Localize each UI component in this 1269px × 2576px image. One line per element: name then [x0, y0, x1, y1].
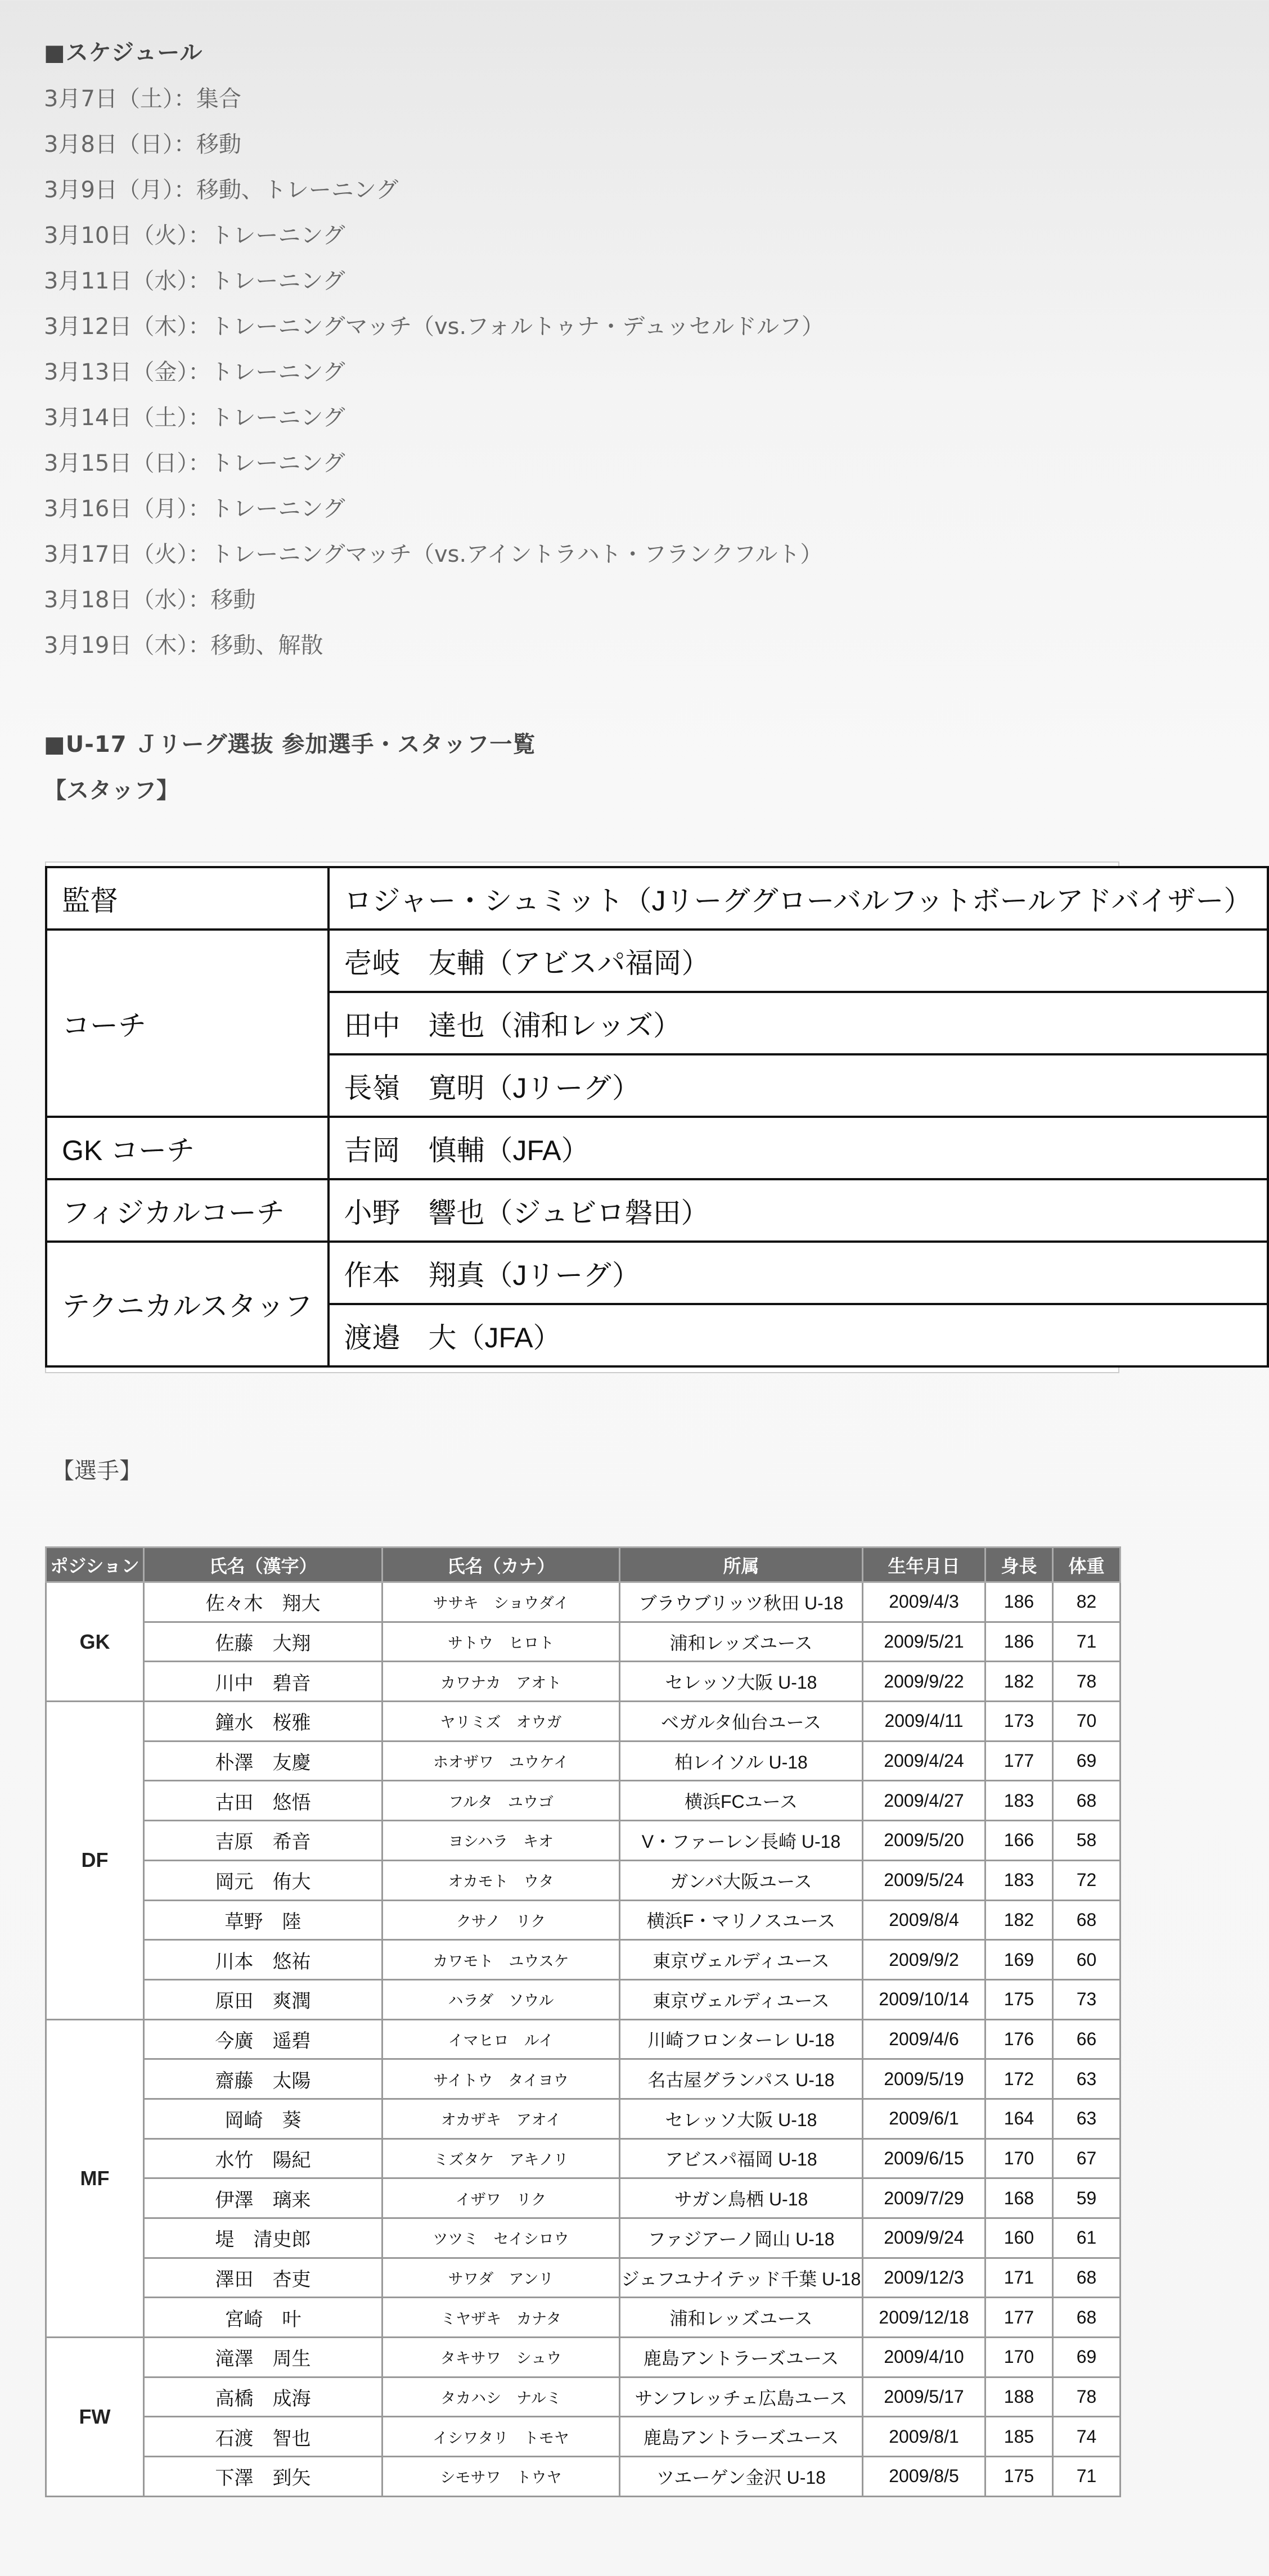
player-height: 182: [986, 1900, 1053, 1940]
player-birthdate: 2009/4/27: [863, 1781, 986, 1821]
player-weight: 59: [1053, 2178, 1120, 2218]
table-row: [46, 2417, 1120, 2457]
player-weight: 68: [1053, 1900, 1120, 1940]
player-club: 柏レイソル U-18: [620, 1741, 863, 1781]
player-birthdate: 2009/5/19: [863, 2059, 986, 2099]
table-row: [46, 1622, 1120, 1662]
player-club: V・ファーレン長崎 U-18: [620, 1821, 863, 1861]
player-kana: カワナカ アオト: [382, 1662, 620, 1702]
table-row: [46, 2298, 1120, 2338]
player-birthdate: 2009/4/11: [863, 1702, 986, 1742]
staff-member: ロジャー・シュミット（Jリーググローバルフットボールアドバイザー）: [328, 867, 1268, 930]
schedule-item: 3月15日（日）：トレーニング: [44, 450, 345, 476]
player-kana: カワモト ユウスケ: [382, 1940, 620, 1980]
player-height: 166: [986, 1821, 1053, 1861]
player-kana: シモサワ トウヤ: [382, 2457, 620, 2497]
player-weight: 72: [1053, 1860, 1120, 1900]
player-height: 186: [986, 1582, 1053, 1622]
staff-member: 吉岡 慎輔（JFA）: [328, 1117, 1268, 1179]
player-name: 伊澤 璃来: [144, 2178, 382, 2218]
staff-row: [46, 867, 1268, 930]
player-weight: 78: [1053, 1662, 1120, 1702]
table-row: [46, 1582, 1120, 1622]
player-birthdate: 2009/8/5: [863, 2457, 986, 2497]
player-weight: 68: [1053, 2298, 1120, 2338]
player-name: 古田 悠悟: [144, 1781, 382, 1821]
player-weight: 58: [1053, 1821, 1120, 1861]
player-birthdate: 2009/12/3: [863, 2258, 986, 2298]
player-birthdate: 2009/4/10: [863, 2338, 986, 2378]
player-name: 齋藤 太陽: [144, 2059, 382, 2099]
player-kana: サイトウ タイヨウ: [382, 2059, 620, 2099]
player-height: 177: [986, 1741, 1053, 1781]
table-row: [46, 2019, 1120, 2059]
player-club: セレッソ大阪 U-18: [620, 1662, 863, 1702]
players-column-header: 氏名（カナ）: [382, 1548, 620, 1582]
player-name: 石渡 智也: [144, 2417, 382, 2457]
table-row: [46, 1860, 1120, 1900]
player-kana: ミズタケ アキノリ: [382, 2139, 620, 2178]
player-club: ツエーゲン金沢 U-18: [620, 2457, 863, 2497]
staff-role: フィジカルコーチ: [46, 1179, 328, 1242]
table-row: [46, 2059, 1120, 2099]
staff-role: 監督: [46, 867, 328, 930]
player-club: サガン鳥栖 U-18: [620, 2178, 863, 2218]
player-club: ベガルタ仙台ユース: [620, 1702, 863, 1742]
player-birthdate: 2009/6/15: [863, 2139, 986, 2178]
player-kana: クサノ リク: [382, 1900, 620, 1940]
roster-heading: ■U-17 Ｊリーグ選抜 参加選手・スタッフ一覧: [44, 732, 536, 757]
schedule-heading: ■スケジュール: [44, 40, 203, 66]
player-height: 175: [986, 2457, 1053, 2497]
player-birthdate: 2009/5/24: [863, 1860, 986, 1900]
table-row: [46, 2218, 1120, 2258]
schedule-item: 3月10日（火）：トレーニング: [44, 223, 345, 249]
player-club: 浦和レッズユース: [620, 2298, 863, 2338]
staff-role: GK コーチ: [46, 1117, 328, 1179]
player-birthdate: 2009/4/6: [863, 2019, 986, 2059]
player-kana: イマヒロ ルイ: [382, 2019, 620, 2059]
player-kana: サトウ ヒロト: [382, 1622, 620, 1662]
player-name: 水竹 陽紀: [144, 2139, 382, 2178]
table-row: [46, 1781, 1120, 1821]
player-name: 朴澤 友慶: [144, 1741, 382, 1781]
player-height: 185: [986, 2417, 1053, 2457]
player-weight: 61: [1053, 2218, 1120, 2258]
player-height: 169: [986, 1940, 1053, 1980]
staff-member: 田中 達也（浦和レッズ）: [328, 992, 1268, 1054]
schedule-item: 3月19日（木）：移動、解散: [44, 633, 323, 658]
player-birthdate: 2009/5/21: [863, 1622, 986, 1662]
player-weight: 71: [1053, 1622, 1120, 1662]
player-kana: ツツミ セイシロウ: [382, 2218, 620, 2258]
player-height: 160: [986, 2218, 1053, 2258]
staff-role: テクニカルスタッフ: [46, 1242, 328, 1366]
player-club: 名古屋グランパス U-18: [620, 2059, 863, 2099]
staff-member: 作本 翔真（Jリーグ）: [328, 1242, 1268, 1304]
schedule-item: 3月7日（土）：集合: [44, 86, 241, 112]
player-club: 横浜F・マリノスユース: [620, 1900, 863, 1940]
player-weight: 78: [1053, 2377, 1120, 2417]
player-club: 鹿島アントラーズユース: [620, 2338, 863, 2378]
staff-member: 渡邉 大（JFA）: [328, 1304, 1268, 1366]
player-height: 188: [986, 2377, 1053, 2417]
player-height: 183: [986, 1781, 1053, 1821]
table-row: [46, 1662, 1120, 1702]
player-club: サンフレッチェ広島ユース: [620, 2377, 863, 2417]
player-height: 171: [986, 2258, 1053, 2298]
player-height: 172: [986, 2059, 1053, 2099]
player-weight: 67: [1053, 2139, 1120, 2178]
player-kana: サワダ アンリ: [382, 2258, 620, 2298]
player-name: 佐々木 翔大: [144, 1582, 382, 1622]
player-birthdate: 2009/8/4: [863, 1900, 986, 1940]
player-kana: オカモト ウタ: [382, 1860, 620, 1900]
player-birthdate: 2009/5/17: [863, 2377, 986, 2417]
player-kana: タキサワ シュウ: [382, 2338, 620, 2378]
player-name: 川本 悠祐: [144, 1940, 382, 1980]
player-birthdate: 2009/7/29: [863, 2178, 986, 2218]
players-table: [45, 1546, 1121, 2497]
table-row: [46, 2338, 1120, 2378]
player-weight: 68: [1053, 2258, 1120, 2298]
position-cell: GK: [46, 1582, 144, 1702]
player-birthdate: 2009/9/22: [863, 1662, 986, 1702]
player-name: 堤 清史郎: [144, 2218, 382, 2258]
table-row: [46, 1821, 1120, 1861]
player-club: 横浜FCユース: [620, 1781, 863, 1821]
schedule-item: 3月13日（金）：トレーニング: [44, 359, 345, 385]
player-weight: 71: [1053, 2457, 1120, 2497]
player-height: 182: [986, 1662, 1053, 1702]
player-weight: 69: [1053, 2338, 1120, 2378]
player-club: セレッソ大阪 U-18: [620, 2099, 863, 2139]
player-club: 浦和レッズユース: [620, 1622, 863, 1662]
staff-role: コーチ: [46, 930, 328, 1117]
position-cell: DF: [46, 1702, 144, 2020]
player-club: ブラウブリッツ秋田 U-18: [620, 1582, 863, 1622]
schedule-item: 3月11日（水）：トレーニング: [44, 268, 345, 294]
player-kana: フルタ ユウゴ: [382, 1781, 620, 1821]
player-club: 東京ヴェルディユース: [620, 1979, 863, 2019]
player-name: 原田 爽潤: [144, 1979, 382, 2019]
player-kana: ホオザワ ユウケイ: [382, 1741, 620, 1781]
player-kana: ササキ ショウダイ: [382, 1582, 620, 1622]
players-column-header: 所属: [620, 1548, 863, 1582]
table-row: [46, 1940, 1120, 1980]
player-birthdate: 2009/10/14: [863, 1979, 986, 2019]
players-column-header: 体重: [1053, 1548, 1120, 1582]
table-row: [46, 2139, 1120, 2178]
staff-row: [46, 1179, 1268, 1242]
player-weight: 63: [1053, 2099, 1120, 2139]
staff-table: [45, 866, 1269, 1368]
schedule-item: 3月14日（土）：トレーニング: [44, 405, 345, 431]
schedule-item: 3月18日（水）：移動: [44, 587, 256, 613]
player-birthdate: 2009/5/20: [863, 1821, 986, 1861]
player-kana: ヤリミズ オウガ: [382, 1702, 620, 1742]
table-row: [46, 1741, 1120, 1781]
players-label: 【選手】: [52, 1458, 142, 1484]
player-name: 吉原 希音: [144, 1821, 382, 1861]
players-column-header: 氏名（漢字）: [144, 1548, 382, 1582]
player-weight: 68: [1053, 1781, 1120, 1821]
player-name: 岡元 侑大: [144, 1860, 382, 1900]
schedule-item: 3月12日（木）：トレーニングマッチ（vs.フォルトゥナ・デュッセルドルフ）: [44, 314, 824, 340]
player-height: 173: [986, 1702, 1053, 1742]
player-birthdate: 2009/12/18: [863, 2298, 986, 2338]
table-row: [46, 1900, 1120, 1940]
player-height: 183: [986, 1860, 1053, 1900]
player-weight: 69: [1053, 1741, 1120, 1781]
player-birthdate: 2009/6/1: [863, 2099, 986, 2139]
player-kana: イシワタリ トモヤ: [382, 2417, 620, 2457]
player-height: 177: [986, 2298, 1053, 2338]
schedule-item: 3月16日（月）：トレーニング: [44, 496, 345, 522]
player-name: 川中 碧音: [144, 1662, 382, 1702]
player-club: 鹿島アントラーズユース: [620, 2417, 863, 2457]
player-birthdate: 2009/8/1: [863, 2417, 986, 2457]
player-weight: 73: [1053, 1979, 1120, 2019]
player-name: 鐘水 桜雅: [144, 1702, 382, 1742]
player-weight: 82: [1053, 1582, 1120, 1622]
table-row: [46, 2178, 1120, 2218]
player-weight: 60: [1053, 1940, 1120, 1980]
player-name: 滝澤 周生: [144, 2338, 382, 2378]
staff-member: 小野 響也（ジュビロ磐田）: [328, 1179, 1268, 1242]
player-name: 澤田 杏吏: [144, 2258, 382, 2298]
player-height: 170: [986, 2139, 1053, 2178]
staff-member: 長嶺 寛明（Jリーグ）: [328, 1054, 1268, 1117]
staff-row: [46, 1242, 1268, 1304]
schedule-item: 3月17日（火）：トレーニングマッチ（vs.アイントラハト・フランクフルト）: [44, 542, 823, 567]
player-kana: タカハシ ナルミ: [382, 2377, 620, 2417]
player-kana: ヨシハラ キオ: [382, 1821, 620, 1861]
player-weight: 70: [1053, 1702, 1120, 1742]
player-kana: ミヤザキ カナタ: [382, 2298, 620, 2338]
player-birthdate: 2009/9/2: [863, 1940, 986, 1980]
staff-row: [46, 1117, 1268, 1179]
player-weight: 63: [1053, 2059, 1120, 2099]
schedule-item: 3月8日（日）：移動: [44, 132, 241, 157]
player-height: 175: [986, 1979, 1053, 2019]
player-height: 170: [986, 2338, 1053, 2378]
player-height: 186: [986, 1622, 1053, 1662]
player-name: 佐藤 大翔: [144, 1622, 382, 1662]
staff-member: 壱岐 友輔（アビスパ福岡）: [328, 930, 1268, 992]
player-kana: ハラダ ソウル: [382, 1979, 620, 2019]
players-column-header: 生年月日: [863, 1548, 986, 1582]
player-weight: 66: [1053, 2019, 1120, 2059]
table-row: [46, 2099, 1120, 2139]
position-cell: MF: [46, 2019, 144, 2338]
table-row: [46, 2457, 1120, 2497]
player-name: 下澤 到矢: [144, 2457, 382, 2497]
player-height: 164: [986, 2099, 1053, 2139]
player-birthdate: 2009/4/3: [863, 1582, 986, 1622]
player-club: ガンバ大阪ユース: [620, 1860, 863, 1900]
player-name: 今廣 遥碧: [144, 2019, 382, 2059]
schedule-list: [44, 83, 824, 675]
player-birthdate: 2009/9/24: [863, 2218, 986, 2258]
player-club: ジェフユナイテッド千葉 U-18: [620, 2258, 863, 2298]
table-row: [46, 2377, 1120, 2417]
staff-label: 【スタッフ】: [44, 778, 179, 804]
player-name: 岡崎 葵: [144, 2099, 382, 2139]
player-name: 高橋 成海: [144, 2377, 382, 2417]
player-club: 東京ヴェルディユース: [620, 1940, 863, 1980]
player-club: 川崎フロンターレ U-18: [620, 2019, 863, 2059]
player-birthdate: 2009/4/24: [863, 1741, 986, 1781]
position-cell: FW: [46, 2338, 144, 2497]
table-row: [46, 2258, 1120, 2298]
player-height: 168: [986, 2178, 1053, 2218]
table-row: [46, 1702, 1120, 1742]
player-name: 草野 陸: [144, 1900, 382, 1940]
players-column-header: ポジション: [46, 1548, 144, 1582]
player-weight: 74: [1053, 2417, 1120, 2457]
players-header-row: [46, 1548, 1120, 1582]
players-column-header: 身長: [986, 1548, 1053, 1582]
table-row: [46, 1979, 1120, 2019]
player-name: 宮崎 叶: [144, 2298, 382, 2338]
player-club: アビスパ福岡 U-18: [620, 2139, 863, 2178]
player-kana: オカザキ アオイ: [382, 2099, 620, 2139]
schedule-item: 3月9日（月）：移動、トレーニング: [44, 177, 399, 203]
player-club: ファジアーノ岡山 U-18: [620, 2218, 863, 2258]
player-kana: イザワ リク: [382, 2178, 620, 2218]
staff-row: [46, 930, 1268, 992]
player-height: 176: [986, 2019, 1053, 2059]
